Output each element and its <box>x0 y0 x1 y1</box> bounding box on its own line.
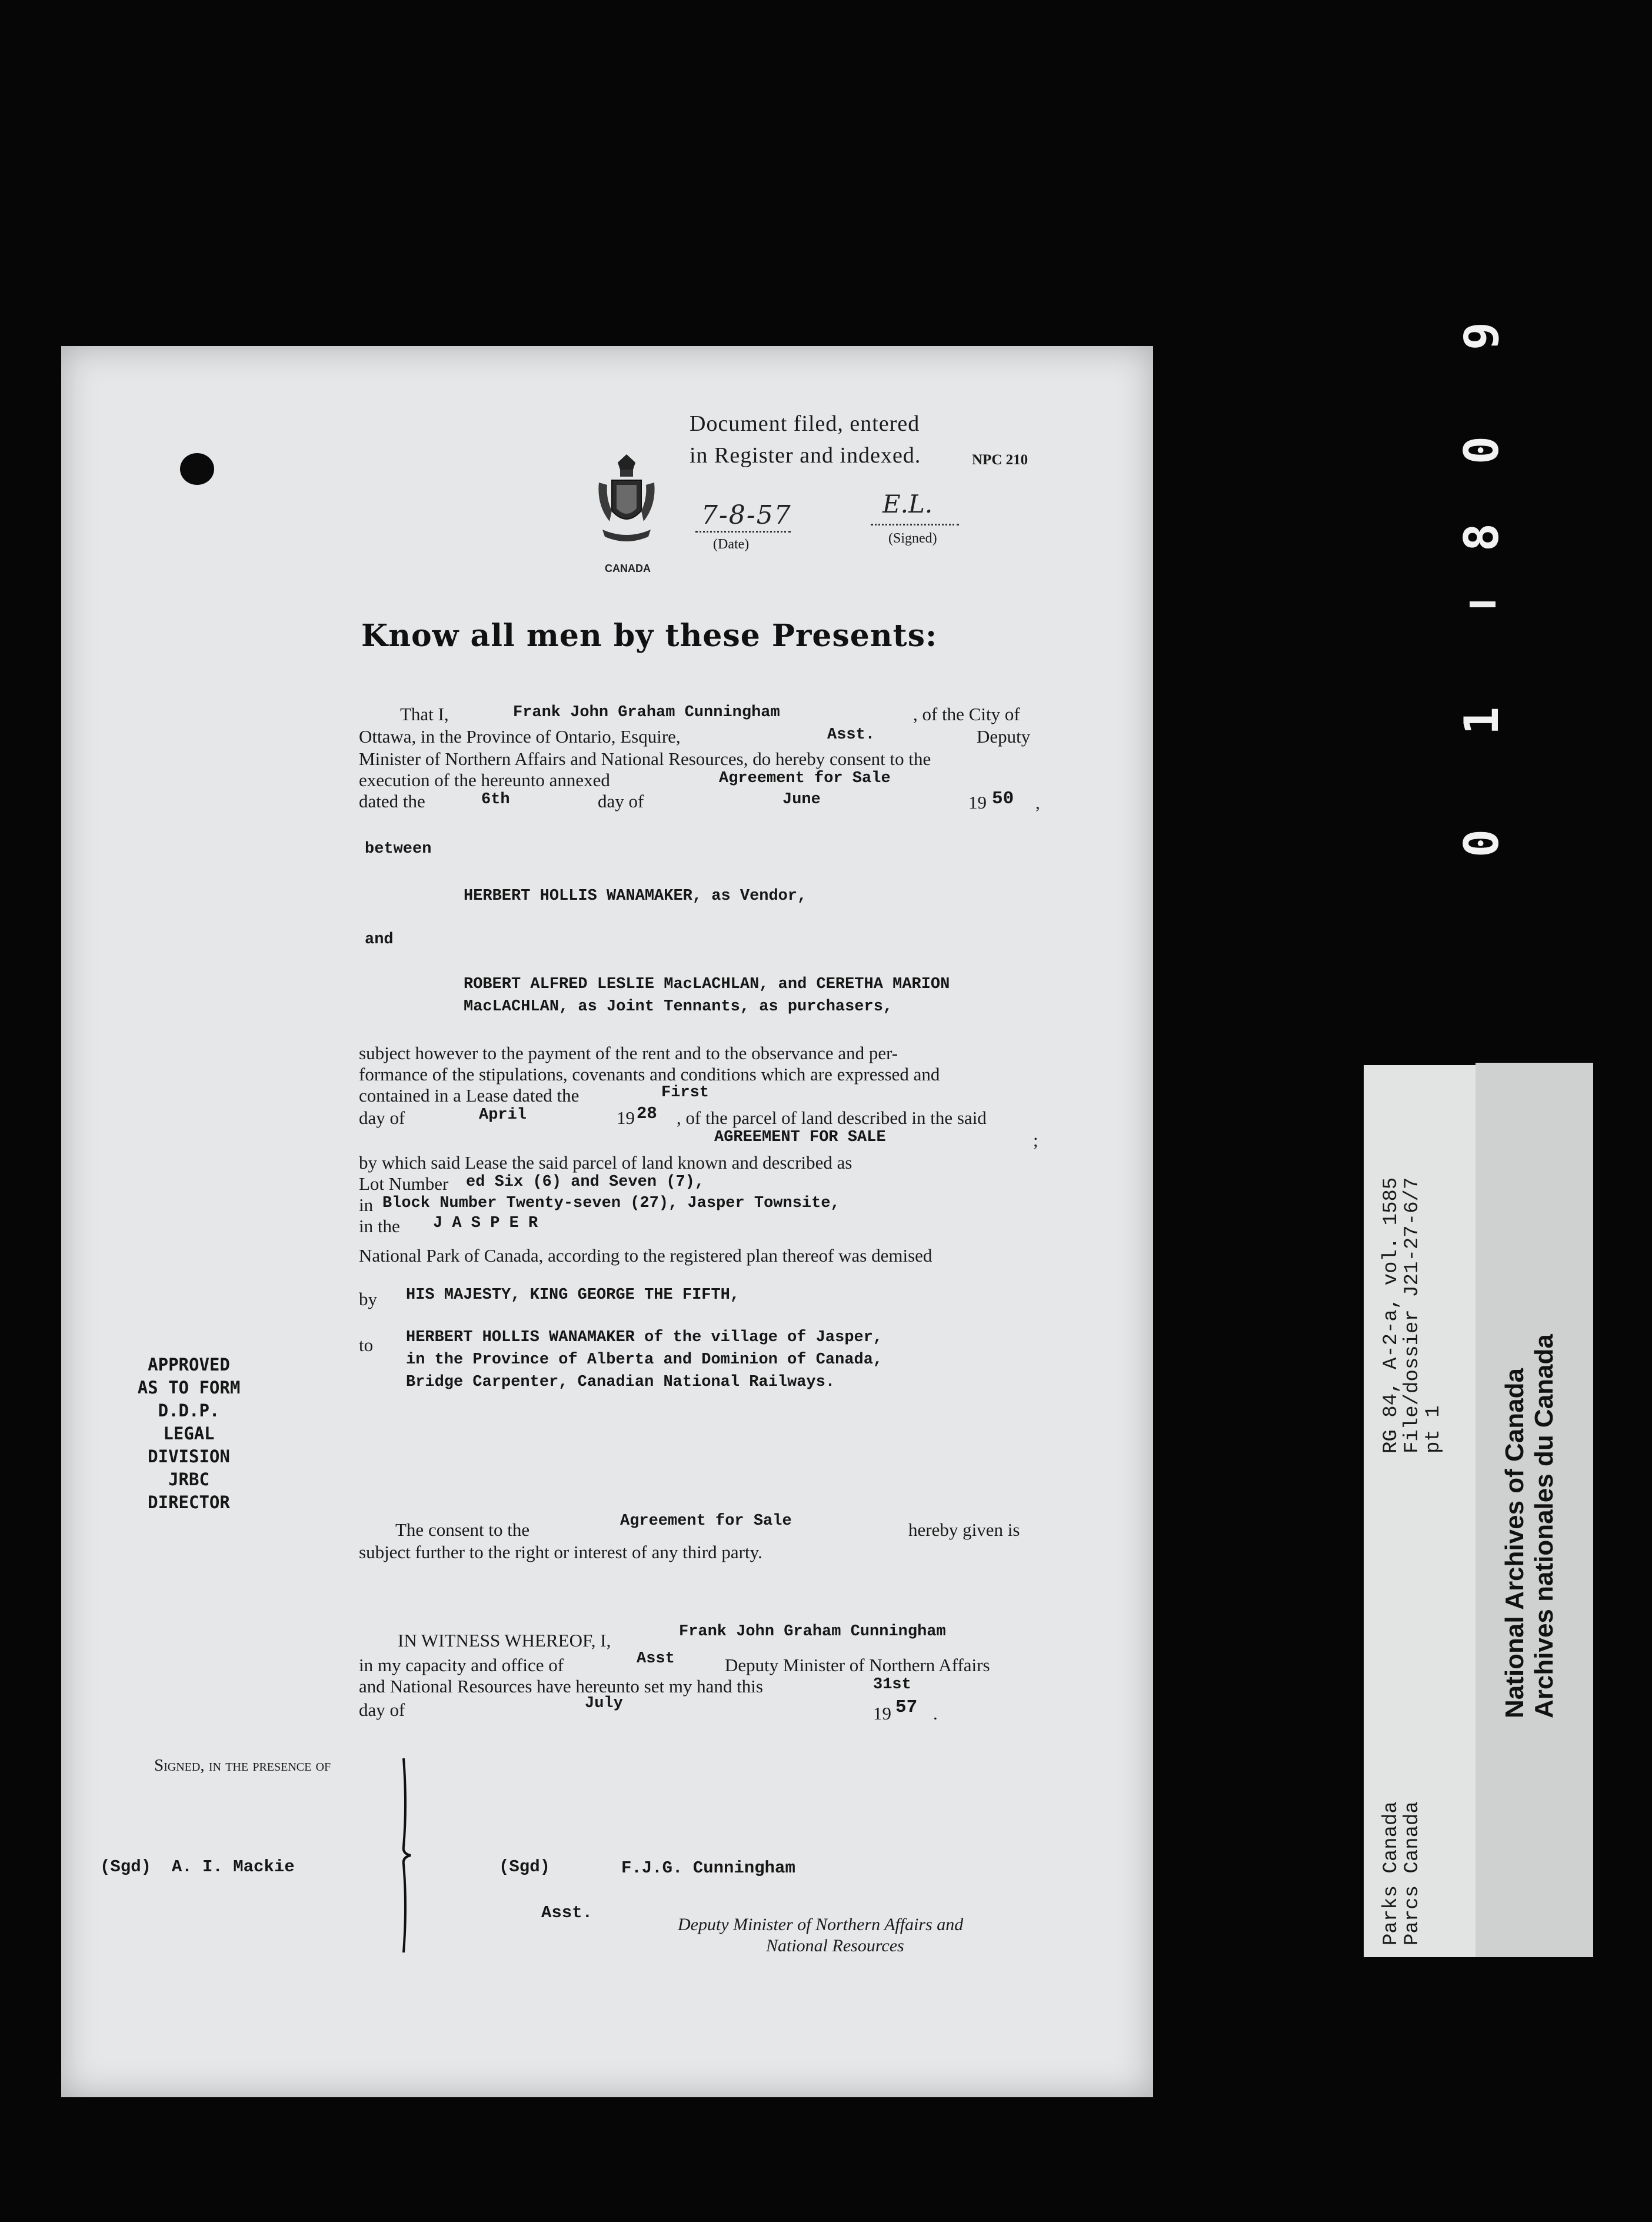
block-value: Block Number Twenty-seven (27), Jasper Townsite, <box>382 1195 840 1212</box>
between-label: between <box>365 840 432 858</box>
consent-given-instrument: Agreement for Sale <box>620 1512 792 1530</box>
stamp-line-4: LEGAL DIVISION <box>148 1423 230 1466</box>
signature-brace <box>395 1758 419 1952</box>
consent-line-4: execution of the hereunto annexed <box>359 770 610 790</box>
consent-given-line-2: subject further to the right or interest of any third party. <box>359 1542 762 1562</box>
demised-by-label: by <box>359 1289 377 1309</box>
signer-asst: Asst. <box>541 1903 593 1922</box>
witness-month: July <box>585 1695 623 1712</box>
witness-capacity: in my capacity and office of <box>359 1655 564 1675</box>
demised-to-line-1: HERBERT HOLLIS WANAMAKER of the village of Jasper, <box>406 1329 883 1346</box>
witness-period: . <box>933 1703 938 1724</box>
demised-to-line-2: in the Province of Alberta and Dominion of Canada, <box>406 1351 883 1369</box>
demised-to-label: to <box>359 1335 374 1355</box>
dated-the-label: dated the <box>359 791 425 811</box>
reference-line-3: pt 1 <box>1423 1405 1445 1453</box>
witness-day-of: day of <box>359 1699 405 1720</box>
consent-that-i: That I, <box>400 704 449 724</box>
purchasers-line-1: ROBERT ALFRED LESLIE MacLACHLAN, and CERETHA MARION <box>464 976 950 993</box>
agency-line-1: Parks Canada <box>1380 1801 1403 1945</box>
filed-line-2: in Register and indexed. <box>690 443 921 468</box>
form-number: NPC 210 <box>972 452 1028 468</box>
signer-title-line-2: National Resources <box>766 1936 904 1955</box>
witness-name: Frank John Graham Cunningham <box>679 1623 946 1641</box>
lease-parcel-text: , of the parcel of land described in the said <box>677 1107 987 1128</box>
filed-date: 7-8-57 <box>701 500 792 530</box>
national-park-line: National Park of Canada, according to the registered plan thereof was demised <box>359 1245 932 1266</box>
witness-deputy-text: Deputy Minister of Northern Affairs <box>725 1655 990 1675</box>
stamp-line-1: APPROVED <box>148 1355 230 1375</box>
witness-asst: Asst <box>637 1650 675 1668</box>
date-label: (Date) <box>713 537 750 552</box>
date-rule <box>695 531 791 533</box>
signer-sgd: (Sgd) <box>499 1857 551 1877</box>
signed-rule <box>871 524 959 525</box>
emblem-caption: CANADA <box>605 563 651 574</box>
approval-stamp <box>121 1353 257 1514</box>
lease-month: April <box>479 1106 527 1124</box>
archives-line-2: Archives nationales du Canada <box>1530 1334 1558 1718</box>
park-name: J A S P E R <box>433 1215 538 1232</box>
lease-known-as: by which said Lease the said parcel of land known and described as <box>359 1152 852 1173</box>
annexed-instrument: Agreement for Sale <box>719 770 891 787</box>
witness-year: 57 <box>895 1697 918 1718</box>
vendor-name: HERBERT HOLLIS WANAMAKER, as Vendor, <box>464 887 807 905</box>
signed-in-presence: Signed, in the presence of <box>154 1756 331 1775</box>
witness-prefix: IN WITNESS WHEREOF, I, <box>398 1630 611 1651</box>
frame-digit-2: 0 <box>1454 435 1509 465</box>
archives-line-1: National Archives of Canada <box>1500 1368 1529 1718</box>
consent-line-2: Ottawa, in the Province of Ontario, Esquire, <box>359 726 681 747</box>
lot-value: ed Six (6) and Seven (7), <box>466 1173 705 1191</box>
frame-digit-4: 1 <box>1454 706 1509 736</box>
consent-asst: Asst. <box>827 726 875 744</box>
consent-given-suffix: hereby given is <box>908 1519 1020 1540</box>
lease-year: 28 <box>637 1104 657 1123</box>
signed-label: (Signed) <box>888 531 937 546</box>
lease-line-1: subject however to the payment of the rent and to the observance and per- <box>359 1043 898 1063</box>
punch-hole <box>180 453 214 485</box>
consent-of-city: , of the City of <box>913 704 1020 724</box>
demised-by-value: HIS MAJESTY, KING GEORGE THE FIFTH, <box>406 1286 740 1304</box>
day-of-label: day of <box>598 791 644 811</box>
filing-signature: E.L. <box>882 490 933 518</box>
lease-described-in: AGREEMENT FOR SALE <box>714 1129 886 1146</box>
agreement-day: 6th <box>481 791 510 809</box>
in-the-label: in the <box>359 1216 400 1236</box>
lot-label: Lot Number <box>359 1173 449 1194</box>
canada-coat-of-arms-icon <box>594 452 659 558</box>
filed-line-1: Document filed, entered <box>690 411 920 436</box>
purchasers-line-2: MacLACHLAN, as Joint Tennants, as purchasers, <box>464 998 893 1016</box>
signer-title-line-1: Deputy Minister of Northern Affairs and <box>678 1915 964 1934</box>
frame-digit-5: 0 <box>1454 829 1509 858</box>
lease-year-prefix: 19 <box>617 1107 635 1128</box>
stamp-line-2: AS TO FORM <box>137 1378 241 1398</box>
consent-line-3: Minister of Northern Affairs and National Resources, do hereby consent to the <box>359 749 931 769</box>
agreement-year-prefix: 19 <box>968 792 987 813</box>
demised-to-line-3: Bridge Carpenter, Canadian National Railways. <box>406 1373 835 1391</box>
document-title: Know all men by these Presents: <box>361 618 938 654</box>
consent-given-prefix: The consent to the <box>395 1519 530 1540</box>
witness-line-3: and National Resources have hereunto set my hand this <box>359 1676 763 1697</box>
consent-deputy: Deputy <box>977 726 1031 747</box>
stamp-line-5: JRBC <box>168 1469 209 1489</box>
frame-separator <box>1470 601 1496 607</box>
witness-signature: (Sgd) A. I. Mackie <box>100 1857 295 1877</box>
agreement-date-comma: , <box>1035 792 1040 813</box>
signer-name: F.J.G. Cunningham <box>621 1858 795 1878</box>
agreement-year: 50 <box>992 789 1014 809</box>
lease-day-of: day of <box>359 1107 405 1128</box>
agreement-month: June <box>782 791 821 809</box>
frame-digit-1: 9 <box>1454 321 1509 351</box>
consenter-name: Frank John Graham Cunningham <box>513 704 780 721</box>
lease-semicolon: ; <box>1033 1130 1038 1150</box>
lease-line-3: contained in a Lease dated the <box>359 1085 579 1106</box>
reference-line-1: RG 84, A-2-a, vol. 1585 <box>1380 1177 1403 1453</box>
frame-digit-3: 8 <box>1454 523 1509 552</box>
block-in-label: in <box>359 1195 374 1215</box>
stamp-line-6: DIRECTOR <box>148 1492 230 1512</box>
stamp-line-3: D.D.P. <box>158 1401 220 1421</box>
lease-line-2: formance of the stipulations, covenants and conditions which are expressed and <box>359 1064 940 1085</box>
and-label: and <box>365 931 394 949</box>
lease-day: First <box>661 1084 710 1102</box>
witness-year-prefix: 19 <box>873 1703 891 1724</box>
witness-day: 31st <box>873 1676 911 1694</box>
reference-line-2: File/dossier J21-27-6/7 <box>1401 1177 1424 1453</box>
agency-line-2: Parcs Canada <box>1401 1801 1424 1945</box>
document-page <box>61 346 1153 2097</box>
